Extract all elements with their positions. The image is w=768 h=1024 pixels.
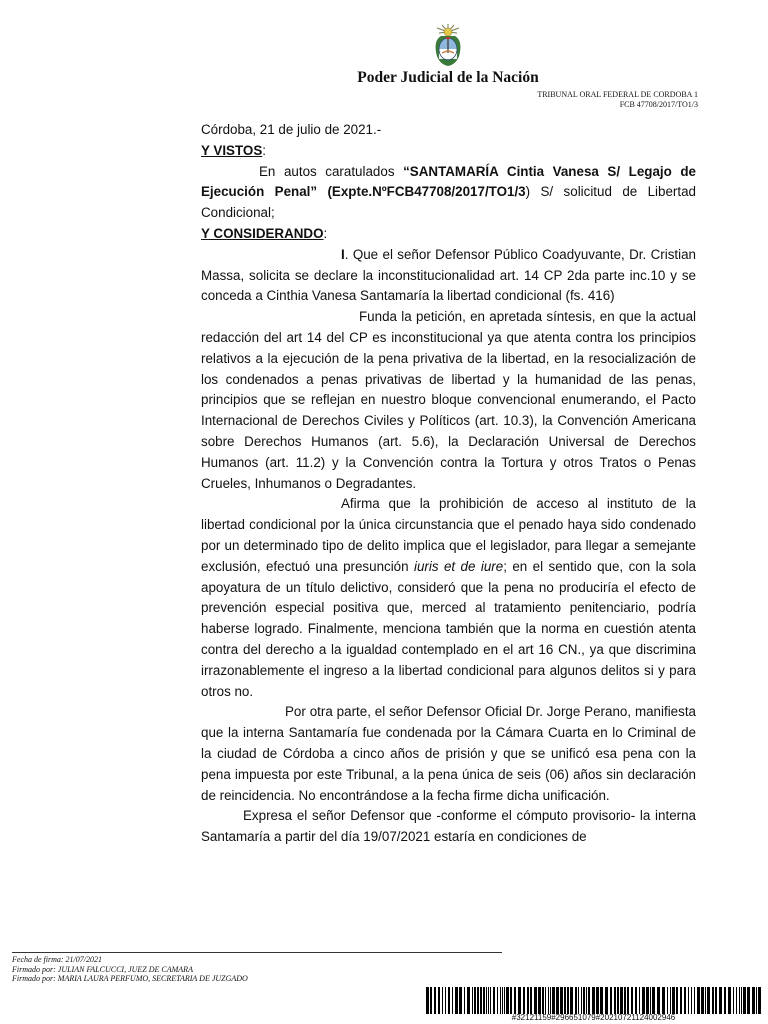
barcode bbox=[426, 987, 761, 1014]
vistos-heading: Y VISTOS bbox=[201, 142, 263, 158]
vistos-heading-line bbox=[201, 141, 696, 162]
autos-caption: “SANTAMARÍA Cintia Vanesa S/ Legajo de Ejecución Penal” (Expte.NºFCB47708/2017/TO1/3 bbox=[201, 163, 696, 200]
coat-of-arms-icon bbox=[428, 22, 468, 68]
tribunal-name: TRIBUNAL ORAL FEDERAL DE CORDOBA 1 bbox=[537, 90, 698, 99]
paragraph-3-text-b: ; en el sentido que, con la sola apoyatura de un título delictivo, consideró que la pena no produciría el efecto de prevención especial positiva que, merced al tratamiento penitenciario, podría haberse logrado. Finalmente, menciona también que la norma en cuestión atenta contra del derecho a la igualdad contemplado en el art 16 CN., ya que discrimina irrazonablemente el ingreso a la libertad condicional para algunos delitos si y para otros no. bbox=[201, 558, 696, 699]
autos-intro: En autos caratulados bbox=[259, 163, 404, 179]
signer-secretary: Firmado por: MARIA LAURA PERFUMO, SECRETARIA DE JUZGADO bbox=[12, 974, 248, 983]
paragraph-4: Por otra parte, el señor Defensor Oficial Dr. Jorge Perano, manifiesta que la interna Santamaría fue condenada por la Cámara Cuarta en lo Criminal de la ciudad de Córdoba a cinco años de prisión y que se unificó esa pena con la pena impuesta por este Tribunal, a la pena única de seis (06) años sin declaración de reincidencia. No encontrándose a la fecha firme dicha unificación. bbox=[201, 704, 696, 803]
document-body bbox=[201, 120, 696, 848]
considerando-heading: Y CONSIDERANDO bbox=[201, 225, 324, 241]
court-name: Poder Judicial de la Nación bbox=[357, 69, 539, 86]
autos-paragraph bbox=[201, 162, 696, 224]
vistos-colon: : bbox=[262, 142, 267, 158]
section-numeral: I bbox=[341, 246, 345, 262]
date-line: Córdoba, 21 de julio de 2021.- bbox=[201, 122, 382, 137]
paragraph-3 bbox=[201, 494, 696, 702]
case-number: FCB 47708/2017/TO1/3 bbox=[619, 99, 698, 109]
footer-divider bbox=[12, 952, 502, 953]
paragraph-5: Expresa el señor Defensor que -conforme el cómputo provisorio- la interna Santamaría a partir del día 19/07/2021 estaría en condiciones de bbox=[201, 808, 696, 845]
autos-rest: ) S/ solicitud de Libertad Condicional; bbox=[201, 184, 697, 221]
barcode-number: #32121159#296651079#20210721124002946 bbox=[511, 1013, 676, 1022]
paragraph-1-text: . Que el señor Defensor Público Coadyuvante, Dr. Cristian Massa, solicita se declare la inconstitucionalidad art. 14 CP 2da parte inc.10 y se conceda a Cinthia Vanesa Santamaría la libertad condicional (fs. 416) bbox=[201, 246, 696, 304]
paragraph-1 bbox=[201, 245, 696, 307]
tribunal-header bbox=[537, 90, 698, 109]
signature-block bbox=[12, 955, 248, 984]
signer-judge: Firmado por: JULIAN FALCUCCI, JUEZ DE CAMARA bbox=[12, 964, 193, 974]
considerando-colon: : bbox=[323, 225, 328, 241]
paragraph-3-text-a: Afirma que la prohibición de acceso al instituto de la libertad condicional por la única circunstancia que el penado haya sido condenado por un determinado tipo de delito implica que el legislador, para llegar a semejante exclusión, efectuó una presunción bbox=[201, 496, 696, 574]
signature-date: Fecha de firma: 21/07/2021 bbox=[12, 955, 102, 964]
paragraph-3-latin: iuris et de iure bbox=[414, 558, 504, 574]
considerando-heading-line bbox=[201, 224, 696, 245]
paragraph-2: Funda la petición, en apretada síntesis, en que la actual redacción del art 14 del CP es inconstitucional ya que atenta contra los principios relativos a la ejecución de la pena privativa de la libertad, en la resocialización de los condenados a penas privativas de libertad y la humanidad de las penas, principios que se reflejan en nuestro bloque convencional enumerando, el Pacto Internacional de Derechos Civiles y Políticos (art. 10.3), la Convención Americana sobre Derechos Humanos (art. 5.6), la Declaración Universal de Derechos Humanos (art. 11.2) y la Convención contra la Tortura y otros Tratos o Penas Crueles, Inhumanos o Degradantes. bbox=[201, 309, 696, 491]
